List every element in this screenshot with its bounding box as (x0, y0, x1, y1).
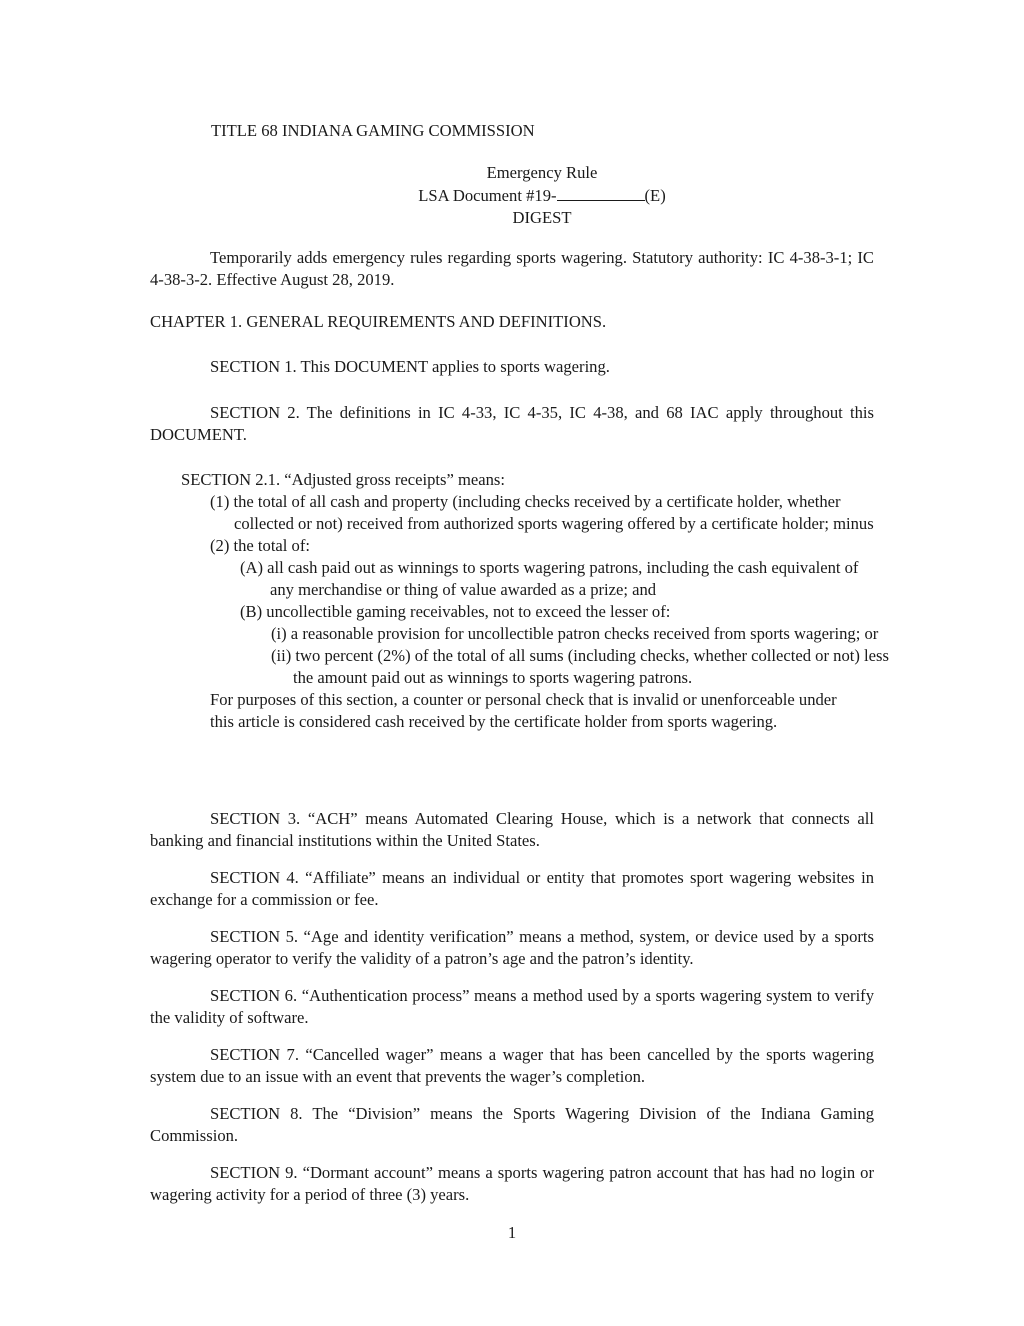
section-2-1-item-2a: (A) all cash paid out as winnings to sports wagering patrons, including the cash equivalent of any merchandise or thing of value awarded as a prize; and (240, 558, 859, 599)
lsa-document-line (312, 184, 772, 207)
section-2-1 (181, 469, 889, 733)
digest-heading: DIGEST (512, 208, 572, 227)
section-8: SECTION 8. The “Division” means the Sports Wagering Division of the Indiana Gaming Commission. (150, 1104, 874, 1145)
section-4: SECTION 4. “Affiliate” means an individual or entity that promotes sport wagering websites in exchange for a commission or fee. (150, 868, 874, 909)
chapter-heading: CHAPTER 1. GENERAL REQUIREMENTS AND DEFINITIONS. (150, 312, 607, 331)
section-5: SECTION 5. “Age and identity verification” means a method, system, or device used by a sports wagering operator to verify the validity of a patron’s age and the patron’s identity. (150, 927, 874, 968)
rule-header (312, 162, 772, 229)
document-title: TITLE 68 INDIANA GAMING COMMISSION (211, 121, 535, 140)
digest-paragraph: Temporarily adds emergency rules regarding sports wagering. Statutory authority: IC 4-38-3-1; IC 4-38-3-2. Effective August 28, 2019. (150, 248, 874, 289)
section-2-1-item-2b: (B) uncollectible gaming receivables, not to exceed the lesser of: (240, 602, 671, 621)
section-2-1-item-2b-i: (i) a reasonable provision for uncollectible patron checks received from sports wagering; or (271, 624, 879, 643)
section-2-1-closing: For purposes of this section, a counter or personal check that is invalid or unenforceable under this article is considered cash received by the certificate holder from sports wagering. (210, 690, 837, 731)
section-3: SECTION 3. “ACH” means Automated Clearing House, which is a network that connects all banking and financial institutions within the United States. (150, 809, 874, 850)
section-7: SECTION 7. “Cancelled wager” means a wager that has been cancelled by the sports wagering system due to an issue with an event that prevents the wager’s completion. (150, 1045, 874, 1086)
section-2-1-item-2: (2) the total of: (210, 536, 310, 555)
rule-type: Emergency Rule (486, 163, 598, 182)
section-2-1-item-1: (1) the total of all cash and property (including checks received by a certificate holder, whether collected or not) received from authorized sports wagering offered by a certificate holder; minus (210, 492, 874, 533)
section-6: SECTION 6. “Authentication process” means a method used by a sports wagering system to verify the validity of software. (150, 986, 874, 1027)
section-2-1-item-2b-ii: (ii) two percent (2%) of the total of all sums (including checks, whether collected or not) less the amount paid out as winnings to sports wagering patrons. (271, 646, 889, 687)
section-2-1-heading: SECTION 2.1. “Adjusted gross receipts” means: (181, 470, 505, 489)
section-1: SECTION 1. This DOCUMENT applies to sports wagering. (210, 357, 610, 376)
lsa-number-blank (557, 184, 645, 201)
lsa-suffix: (E) (644, 186, 666, 205)
section-2: SECTION 2. The definitions in IC 4-33, IC 4-35, IC 4-38, and 68 IAC apply throughout this DOCUMENT. (150, 403, 874, 444)
section-9: SECTION 9. “Dormant account” means a sports wagering patron account that has had no login or wagering activity for a period of three (3) years. (150, 1163, 874, 1204)
lsa-prefix: LSA Document #19- (418, 186, 557, 205)
page-number: 1 (507, 1223, 517, 1242)
